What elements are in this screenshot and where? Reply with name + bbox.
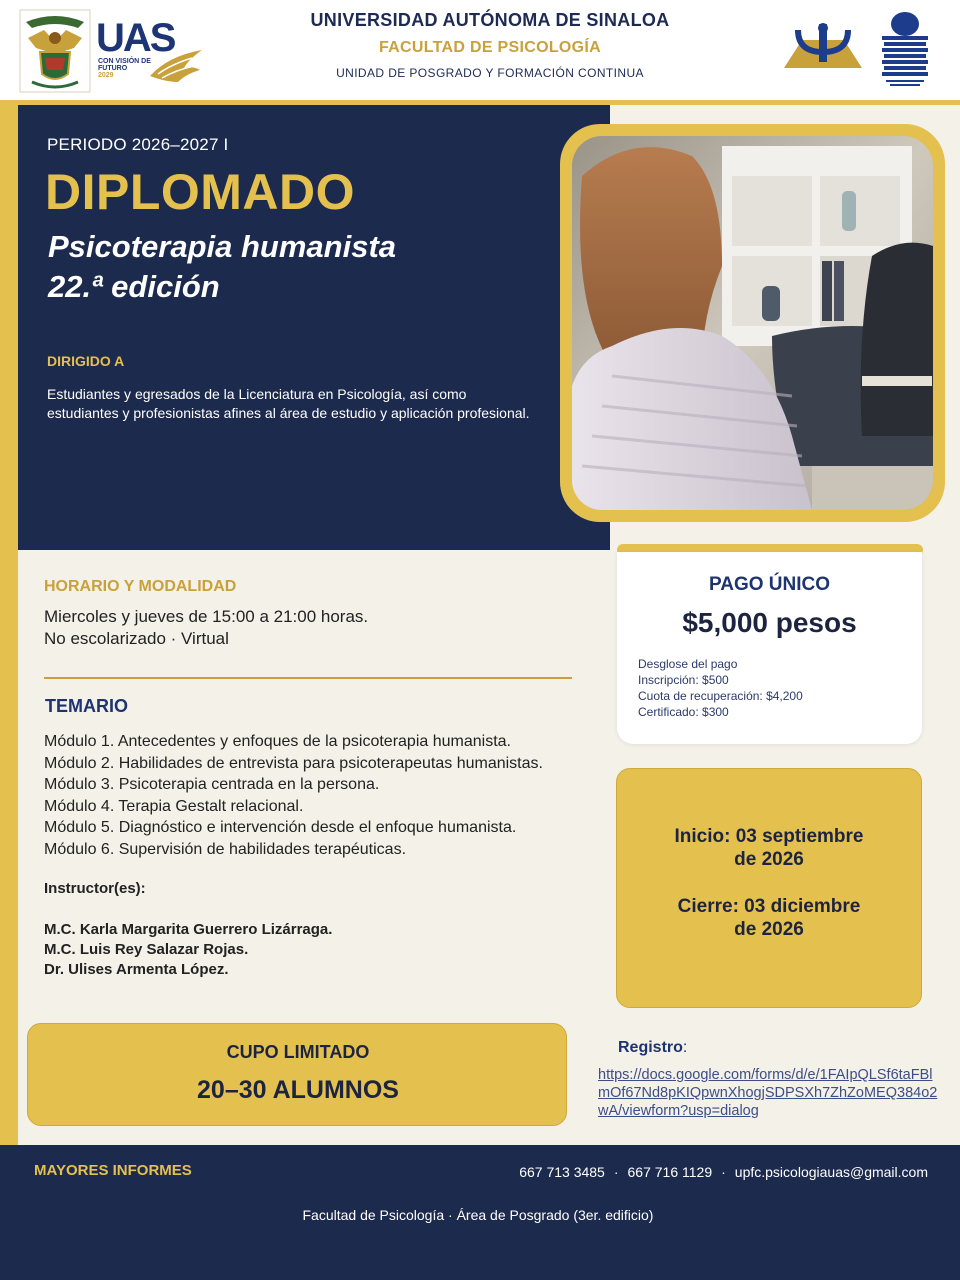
instructores-list — [44, 920, 332, 980]
registro-colon: : — [682, 1039, 688, 1056]
list-item: Módulo 4. Terapia Gestalt relacional. — [44, 797, 304, 815]
subtitle-line1: Psicoterapia humanista — [48, 229, 397, 264]
program-type-title: DIPLOMADO — [45, 164, 356, 220]
registro-label: Registro — [618, 1039, 683, 1056]
horario-line1: Miercoles y jueves de 15:00 a 21:00 horas. — [44, 607, 369, 626]
breakdown-inscripcion: Inscripción: $500 — [638, 673, 729, 687]
uas-tagline-line1: CON VISIÓN DE — [98, 58, 151, 65]
unit-name: UNIDAD DE POSGRADO Y FORMACIÓN CONTINUA — [336, 66, 644, 80]
cupo-heading: CUPO LIMITADO — [226, 1042, 370, 1062]
page-footer — [0, 1145, 960, 1280]
fecha-cierre-line1: Cierre: 03 diciembre — [677, 896, 861, 917]
uas-logo — [96, 16, 206, 86]
breakdown-cuota: Cuota de recuperación: $4,200 — [638, 689, 803, 703]
uas-tagline-year: 2029 — [98, 72, 114, 79]
horario-text — [44, 606, 368, 650]
page-header — [0, 0, 960, 102]
pago-breakdown — [638, 656, 803, 720]
registro-heading — [618, 1039, 687, 1057]
fecha-cierre — [617, 895, 921, 941]
registro-link[interactable]: https://docs.google.com/forms/d/e/1FAIpQLSf6taFBlmOf67Nd8pKIQpwnXhogjSDPSXh7ZhZoMEQ384o2wA/viewform?usp=dialog — [598, 1067, 938, 1119]
therapy-session-photo — [572, 136, 933, 510]
dirigido-heading: DIRIGIDO A — [47, 353, 125, 369]
list-item: M.C. Karla Margarita Guerrero Lizárraga. — [44, 921, 333, 938]
bienestar-psicologico-logo-icon — [876, 10, 934, 92]
list-item: Módulo 2. Habilidades de entrevista para psicoterapeutas humanistas. — [44, 754, 543, 772]
list-item: Módulo 1. Antecedentes y enfoques de la psicoterapia humanista. — [44, 733, 511, 750]
temario-list — [44, 731, 543, 861]
program-subtitle — [48, 227, 396, 307]
uas-crest-icon — [18, 8, 92, 94]
instructores-heading: Instructor(es): — [44, 880, 146, 897]
dirigido-text: Estudiantes y egresados de la Licenciatura en Psicología, así como estudiantes y profesionistas afines al área de estudio y aplicación profesional. — [47, 386, 530, 421]
separator: · — [721, 1164, 726, 1180]
horario-heading: HORARIO Y MODALIDAD — [44, 578, 237, 595]
fecha-cierre-line2: de 2026 — [734, 919, 804, 940]
uas-tagline-line2: FUTURO — [98, 65, 128, 72]
fecha-inicio-line1: Inicio: 03 septiembre — [674, 826, 864, 847]
list-item: Dr. Ulises Armenta López. — [44, 961, 229, 978]
pago-amount: $5,000 pesos — [682, 607, 857, 638]
mayores-informes-heading: MAYORES INFORMES — [34, 1162, 192, 1179]
cupo-text: 20–30 ALUMNOS — [197, 1076, 399, 1104]
breakdown-certificado: Certificado: $300 — [638, 705, 729, 719]
breakdown-title: Desglose del pago — [638, 657, 738, 671]
university-name: UNIVERSIDAD AUTÓNOMA DE SINALOA — [310, 10, 670, 30]
fecha-inicio-line2: de 2026 — [734, 849, 804, 870]
contact-info — [519, 1164, 928, 1180]
list-item: Módulo 3. Psicoterapia centrada en la persona. — [44, 776, 380, 794]
section-divider — [44, 677, 572, 679]
faculty-name: FACULTAD DE PSICOLOGÍA — [378, 39, 601, 56]
list-item: Módulo 6. Supervisión de habilidades terapéuticas. — [44, 840, 407, 858]
cupo-card — [27, 1023, 567, 1126]
temario-heading: TEMARIO — [45, 696, 128, 716]
hero-panel — [18, 105, 610, 550]
header-titles — [260, 10, 720, 80]
separator: · — [613, 1164, 619, 1180]
psychology-psi-logo-icon — [782, 22, 864, 72]
email-link[interactable]: upfc.psicologiauas@gmail.com — [734, 1164, 928, 1180]
list-item: Módulo 5. Diagnóstico e intervención desde el enfoque humanista. — [44, 819, 517, 837]
phone-1[interactable]: 667 713 3485 — [519, 1164, 605, 1180]
periodo-label: PERIODO 2026–2027 I — [47, 135, 229, 154]
pago-heading: PAGO ÚNICO — [708, 574, 831, 595]
left-gold-stripe — [0, 105, 18, 1145]
photo-frame — [560, 124, 945, 522]
address-text: Facultad de Psicología · Área de Posgrado (3er. edificio) — [302, 1207, 654, 1223]
fecha-inicio — [617, 825, 921, 871]
uas-logo-text: UAS — [96, 16, 175, 60]
pago-card — [617, 552, 922, 744]
uas-eagle-logo-icon — [148, 46, 204, 86]
phone-2[interactable]: 667 716 1129 — [627, 1164, 713, 1180]
fechas-card — [616, 768, 922, 1008]
list-item: M.C. Luis Rey Salazar Rojas. — [44, 941, 249, 958]
subtitle-line2: 22.ª edición — [48, 269, 220, 304]
horario-line2: No escolarizado · Virtual — [44, 629, 229, 648]
